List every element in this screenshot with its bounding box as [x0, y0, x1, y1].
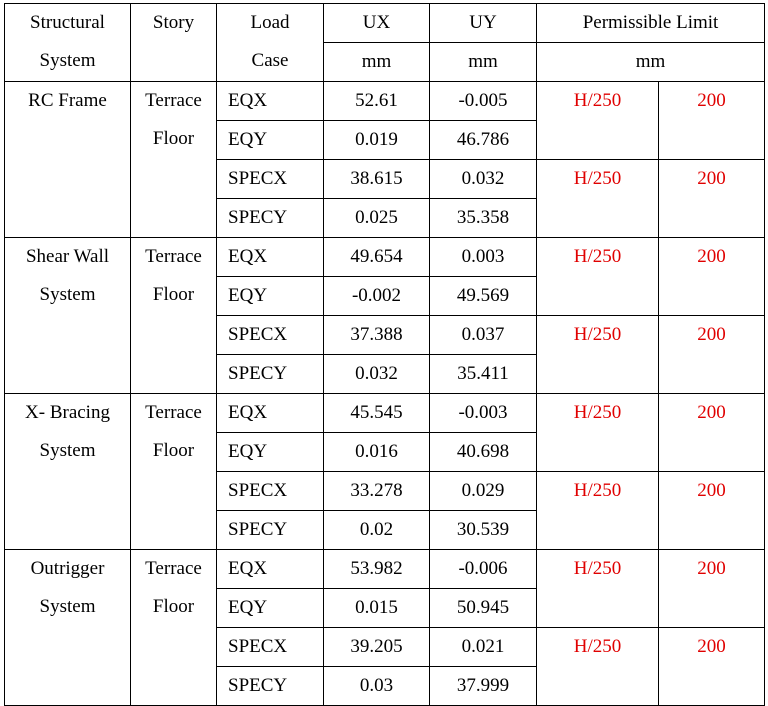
ux-value-cell: 0.015	[324, 589, 430, 628]
header-ux-unit: mm	[324, 43, 430, 82]
uy-value-cell: 46.786	[430, 121, 537, 160]
ux-value-cell: 49.654	[324, 238, 430, 277]
limit-ratio-cell: H/250	[537, 82, 659, 160]
load-case-cell: EQX	[217, 238, 324, 277]
load-case-cell: SPECX	[217, 628, 324, 667]
header-permissible-limit: Permissible Limit	[537, 4, 765, 43]
header-structural-system-line2: System	[39, 50, 96, 71]
ux-value-cell: 0.025	[324, 199, 430, 238]
ux-value-cell: 37.388	[324, 316, 430, 355]
uy-value-cell: 0.029	[430, 472, 537, 511]
uy-value-cell: 30.539	[430, 511, 537, 550]
story-line: Floor	[152, 440, 195, 461]
table-row	[5, 82, 765, 121]
uy-value-cell: 35.411	[430, 355, 537, 394]
ux-value-cell: 39.205	[324, 628, 430, 667]
load-case-cell: EQY	[217, 277, 324, 316]
load-case-cell: EQX	[217, 394, 324, 433]
header-load-case-line1: Load	[250, 12, 290, 33]
structural-system-cell	[5, 394, 131, 550]
header-load-case-line2: Case	[251, 50, 289, 71]
load-case-cell: SPECX	[217, 160, 324, 199]
ux-value-cell: 52.61	[324, 82, 430, 121]
ux-value-cell: 53.982	[324, 550, 430, 589]
ux-value-cell: 0.016	[324, 433, 430, 472]
load-case-cell: EQX	[217, 550, 324, 589]
story-line: Terrace	[145, 90, 202, 111]
story-line: Floor	[152, 128, 195, 149]
load-case-cell: SPECY	[217, 199, 324, 238]
table-row	[5, 238, 765, 277]
uy-value-cell: 49.569	[430, 277, 537, 316]
structural-system-line: System	[39, 596, 96, 617]
limit-ratio-cell: H/250	[537, 472, 659, 550]
ux-value-cell: 45.545	[324, 394, 430, 433]
limit-value-cell: 200	[659, 394, 765, 472]
ux-value-cell: 0.02	[324, 511, 430, 550]
load-case-cell: EQY	[217, 121, 324, 160]
header-uy: UY	[430, 4, 537, 43]
header-load-case	[217, 4, 324, 82]
ux-value-cell: 33.278	[324, 472, 430, 511]
header-story-label: Story	[152, 12, 195, 33]
table-body	[5, 82, 765, 706]
limit-ratio-cell: H/250	[537, 160, 659, 238]
limit-value-cell: 200	[659, 628, 765, 706]
header-ux: UX	[324, 4, 430, 43]
limit-value-cell: 200	[659, 160, 765, 238]
story-line: Terrace	[145, 246, 202, 267]
structural-system-cell	[5, 82, 131, 238]
load-case-cell: EQY	[217, 589, 324, 628]
limit-ratio-cell: H/250	[537, 628, 659, 706]
load-case-cell: SPECX	[217, 472, 324, 511]
story-line: Floor	[152, 596, 195, 617]
header-structural-system-line1: Structural	[30, 12, 105, 33]
header-story	[131, 4, 217, 82]
uy-value-cell: -0.003	[430, 394, 537, 433]
uy-value-cell: 0.003	[430, 238, 537, 277]
limit-ratio-cell: H/250	[537, 394, 659, 472]
limit-value-cell: 200	[659, 472, 765, 550]
story-line: Terrace	[145, 558, 202, 579]
structural-system-line: Outrigger	[30, 558, 105, 579]
header-structural-system	[5, 4, 131, 82]
story-line: Terrace	[145, 402, 202, 423]
header-limit-unit: mm	[537, 43, 765, 82]
uy-value-cell: 37.999	[430, 667, 537, 706]
story-cell	[131, 550, 217, 706]
structural-system-line: System	[39, 440, 96, 461]
story-line: Floor	[152, 284, 195, 305]
limit-value-cell: 200	[659, 238, 765, 316]
ux-value-cell: 0.03	[324, 667, 430, 706]
ux-value-cell: 0.032	[324, 355, 430, 394]
structural-system-line: X- Bracing	[25, 402, 110, 423]
drift-results-table	[4, 3, 765, 706]
ux-value-cell: 38.615	[324, 160, 430, 199]
uy-value-cell: 0.021	[430, 628, 537, 667]
load-case-cell: SPECY	[217, 511, 324, 550]
structural-system-cell	[5, 550, 131, 706]
limit-value-cell: 200	[659, 316, 765, 394]
uy-value-cell: 40.698	[430, 433, 537, 472]
load-case-cell: EQX	[217, 82, 324, 121]
uy-value-cell: 0.037	[430, 316, 537, 355]
load-case-cell: EQY	[217, 433, 324, 472]
structural-system-line: System	[39, 284, 96, 305]
uy-value-cell: -0.005	[430, 82, 537, 121]
load-case-cell: SPECY	[217, 667, 324, 706]
limit-value-cell: 200	[659, 550, 765, 628]
story-cell	[131, 394, 217, 550]
header-uy-unit: mm	[430, 43, 537, 82]
story-cell	[131, 238, 217, 394]
structural-system-line: Shear Wall	[25, 246, 110, 267]
table-row	[5, 550, 765, 589]
uy-value-cell: 0.032	[430, 160, 537, 199]
limit-ratio-cell: H/250	[537, 238, 659, 316]
load-case-cell: SPECX	[217, 316, 324, 355]
structural-system-line: RC Frame	[28, 90, 107, 111]
ux-value-cell: -0.002	[324, 277, 430, 316]
ux-value-cell: 0.019	[324, 121, 430, 160]
limit-ratio-cell: H/250	[537, 550, 659, 628]
uy-value-cell: -0.006	[430, 550, 537, 589]
uy-value-cell: 50.945	[430, 589, 537, 628]
structural-system-cell	[5, 238, 131, 394]
limit-ratio-cell: H/250	[537, 316, 659, 394]
story-cell	[131, 82, 217, 238]
uy-value-cell: 35.358	[430, 199, 537, 238]
load-case-cell: SPECY	[217, 355, 324, 394]
limit-value-cell: 200	[659, 82, 765, 160]
table-row	[5, 394, 765, 433]
